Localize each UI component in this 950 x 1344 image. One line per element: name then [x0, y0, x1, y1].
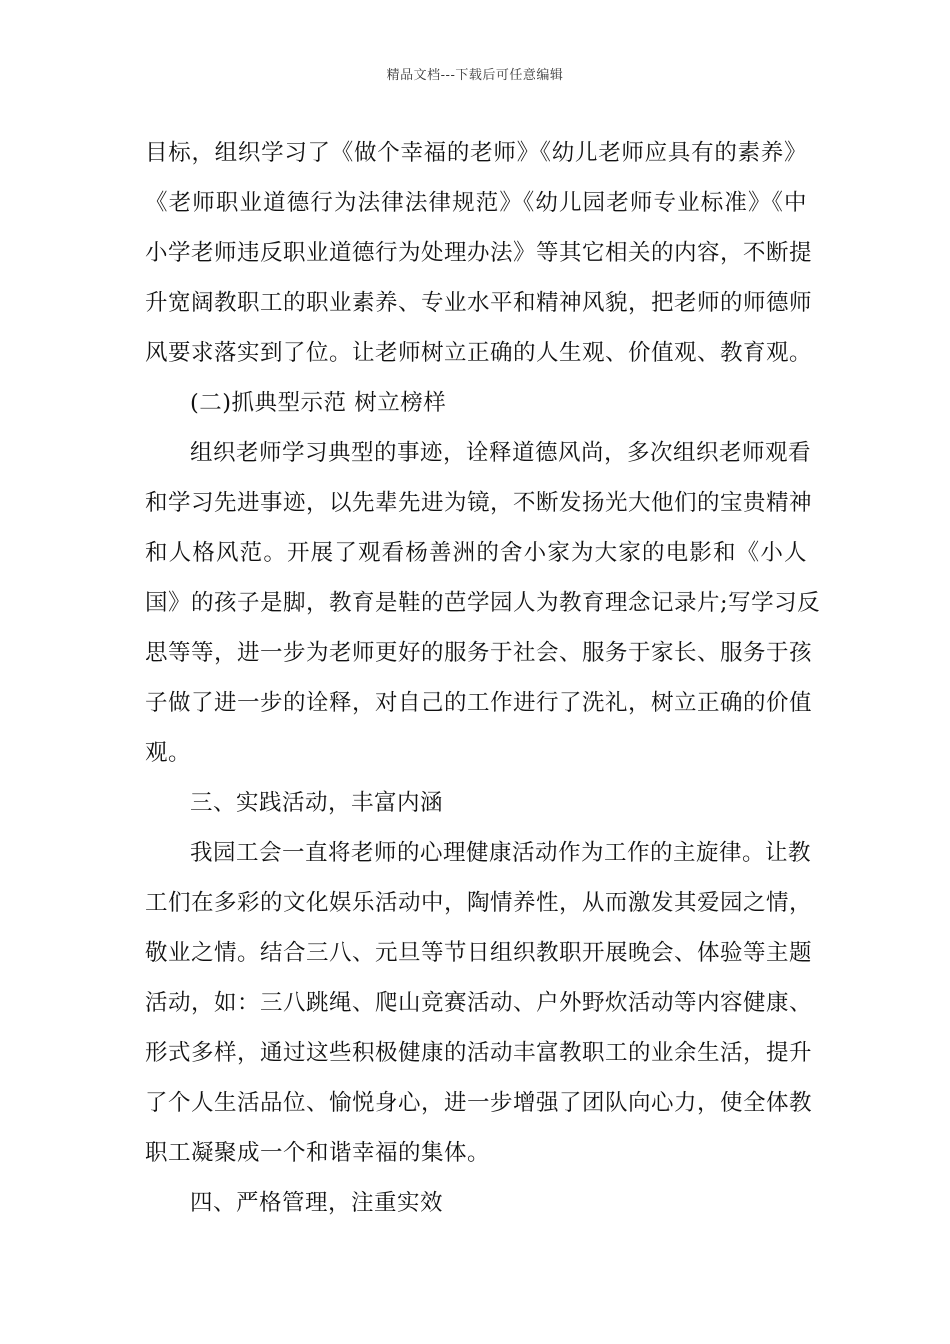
text-line: 升宽阔教职工的职业素养、专业水平和精神风貌，把老师的师德师 — [145, 290, 813, 316]
text-line: 组织老师学习典型的事迹，诠释道德风尚，多次组织老师观看 — [190, 440, 812, 466]
text-line: 了个人生活品位、愉悦身心，进一步增强了团队向心力，使全体教 — [145, 1090, 813, 1116]
text-line: 思等等，进一步为老师更好的服务于社会、服务于家长、服务于孩 — [145, 640, 813, 666]
page-header: 精品文档---下载后可任意编辑 — [386, 68, 564, 83]
text-line: 形式多样，通过这些积极健康的活动丰富教职工的业余生活，提升 — [145, 1040, 813, 1066]
section-heading: (二)抓典型示范 树立榜样 — [190, 390, 447, 416]
text-line: 国》的孩子是脚，教育是鞋的芭学园人为教育理念记录片;写学习反 — [145, 590, 821, 616]
text-line: 我园工会一直将老师的心理健康活动作为工作的主旋律。让教 — [190, 840, 812, 866]
text-line: 和学习先进事迹，以先辈先进为镜，不断发扬光大他们的宝贵精神 — [145, 490, 813, 516]
text-line: 和人格风范。开展了观看杨善洲的舍小家为大家的电影和《小人 — [145, 540, 807, 566]
text-line: 活动，如：三八跳绳、爬山竞赛活动、户外野炊活动等内容健康、 — [145, 990, 813, 1016]
text-line: 子做了进一步的诠释，对自己的工作进行了洗礼，树立正确的价值 — [145, 690, 813, 716]
text-line: 敬业之情。结合三八、元旦等节日组织教职开展晚会、体验等主题 — [145, 940, 813, 966]
text-line: 目标，组织学习了《做个幸福的老师》《幼儿老师应具有的素养》 — [145, 140, 807, 166]
text-line: 小学老师违反职业道德行为处理办法》等其它相关的内容，不断提 — [145, 240, 813, 266]
text-line: 《老师职业道德行为法律法律规范》《幼儿园老师专业标准》《中 — [145, 190, 807, 216]
document-body — [145, 128, 821, 1228]
text-line: 风要求落实到了位。让老师树立正确的人生观、价值观、教育观。 — [145, 340, 813, 366]
section-heading: 四、严格管理，注重实效 — [190, 1190, 444, 1216]
text-line: 职工凝聚成一个和谐幸福的集体。 — [145, 1140, 491, 1166]
text-line: 工们在多彩的文化娱乐活动中，陶情养性，从而激发其爱园之情， — [145, 890, 813, 916]
text-line: 观。 — [145, 740, 192, 766]
section-heading: 三、实践活动，丰富内涵 — [190, 790, 444, 816]
